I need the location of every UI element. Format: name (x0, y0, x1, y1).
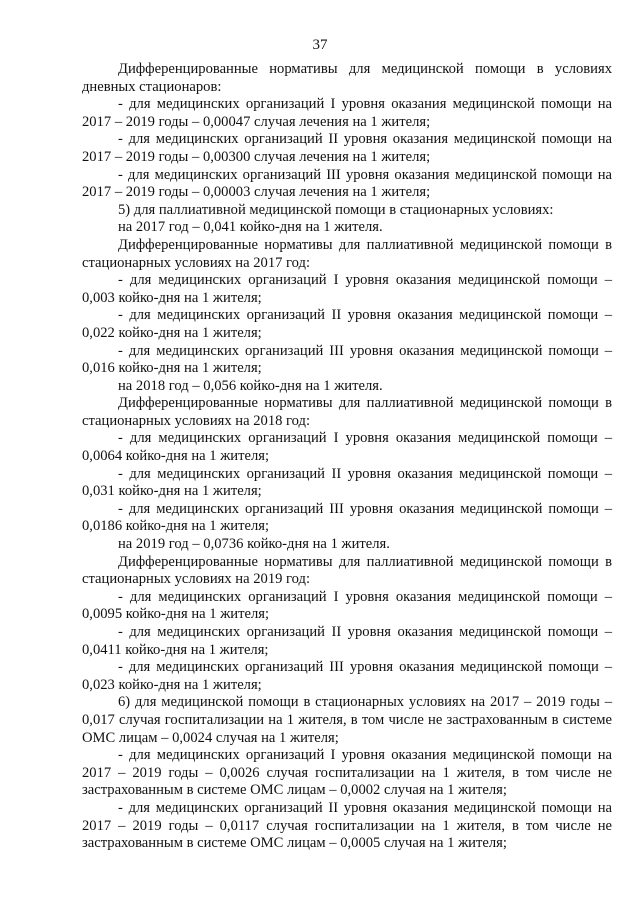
paragraph: Дифференцированные нормативы для паллиативной медицинской помощи в стационарных условиях на 2019 год: (82, 553, 612, 588)
paragraph: - для медицинских организаций II уровня оказания медицинской помощи – 0,0411 койко-дня на 1 жителя; (82, 624, 612, 658)
paragraph: - для медицинских организаций II уровня оказания медицинской помощи – 0,031 койко-дня на 1 жителя; (82, 465, 612, 500)
paragraph: - для медицинских организаций III уровня оказания медицинской помощи – 0,023 койко-дня на 1 жителя; (82, 659, 612, 693)
paragraph: - для медицинских организаций II уровня оказания медицинской помощи на 2017 – 2019 годы – 0,0117 случая госпитализации на 1 жителя, в том числе не застрахованным в системе ОМС лицам – 0,0005 случая на 1 жителя; (82, 799, 612, 852)
paragraph: - для медицинских организаций I уровня оказания медицинской помощи – 0,0064 койко-дня на 1 жителя; (82, 430, 612, 465)
paragraph: на 2019 год – 0,0736 койко-дня на 1 жителя. (118, 536, 390, 553)
paragraph: - для медицинских организаций II уровня оказания медицинской помощи на 2017 – 2019 годы – 0,00300 случая лечения на 1 жителя; (82, 131, 612, 165)
paragraph: - для медицинских организаций II уровня оказания медицинской помощи – 0,022 койко-дня на 1 жителя; (82, 307, 612, 341)
paragraph: - для медицинских организаций I уровня оказания медицинской помощи на 2017 – 2019 годы – 0,00047 случая лечения на 1 жителя; (82, 96, 612, 130)
paragraph: - для медицинских организаций I уровня оказания медицинской помощи – 0,0095 койко-дня на 1 жителя; (82, 588, 612, 623)
document-body (82, 61, 612, 853)
paragraph: Дифференцированные нормативы для паллиативной медицинской помощи в стационарных условиях на 2017 год: (82, 236, 612, 271)
paragraph: Дифференцированные нормативы для паллиативной медицинской помощи в стационарных условиях на 2018 год: (82, 395, 612, 429)
paragraph: на 2018 год – 0,056 койко-дня на 1 жителя. (118, 377, 383, 394)
paragraph: 6) для медицинской помощи в стационарных условиях на 2017 – 2019 годы – 0,017 случая госпитализации на 1 жителя, в том числе не застрахованным в системе ОМС лицам – 0,0024 случая на 1 жителя; (82, 694, 612, 746)
paragraph: на 2017 год – 0,041 койко-дня на 1 жителя. (118, 219, 383, 236)
paragraph: - для медицинских организаций III уровня оказания медицинской помощи – 0,016 койко-дня на 1 жителя; (82, 342, 612, 377)
paragraph: - для медицинских организаций I уровня оказания медицинской помощи – 0,003 койко-дня на 1 жителя; (82, 272, 612, 306)
paragraph: Дифференцированные нормативы для медицинской помощи в условиях дневных стационаров: (82, 61, 612, 95)
paragraph: - для медицинских организаций III уровня оказания медицинской помощи – 0,0186 койко-дня на 1 жителя; (82, 500, 612, 535)
paragraph: - для медицинских организаций III уровня оказания медицинской помощи на 2017 – 2019 годы – 0,00003 случая лечения на 1 жителя; (82, 166, 612, 201)
paragraph: - для медицинских организаций I уровня оказания медицинской помощи на 2017 – 2019 годы – 0,0026 случая госпитализации на 1 жителя, в том числе не застрахованным в системе ОМС лицам – 0,0002 случая на 1 жителя; (82, 747, 612, 799)
page-number: 37 (312, 37, 328, 53)
paragraph: 5) для паллиативной медицинской помощи в стационарных условиях: (118, 201, 554, 218)
